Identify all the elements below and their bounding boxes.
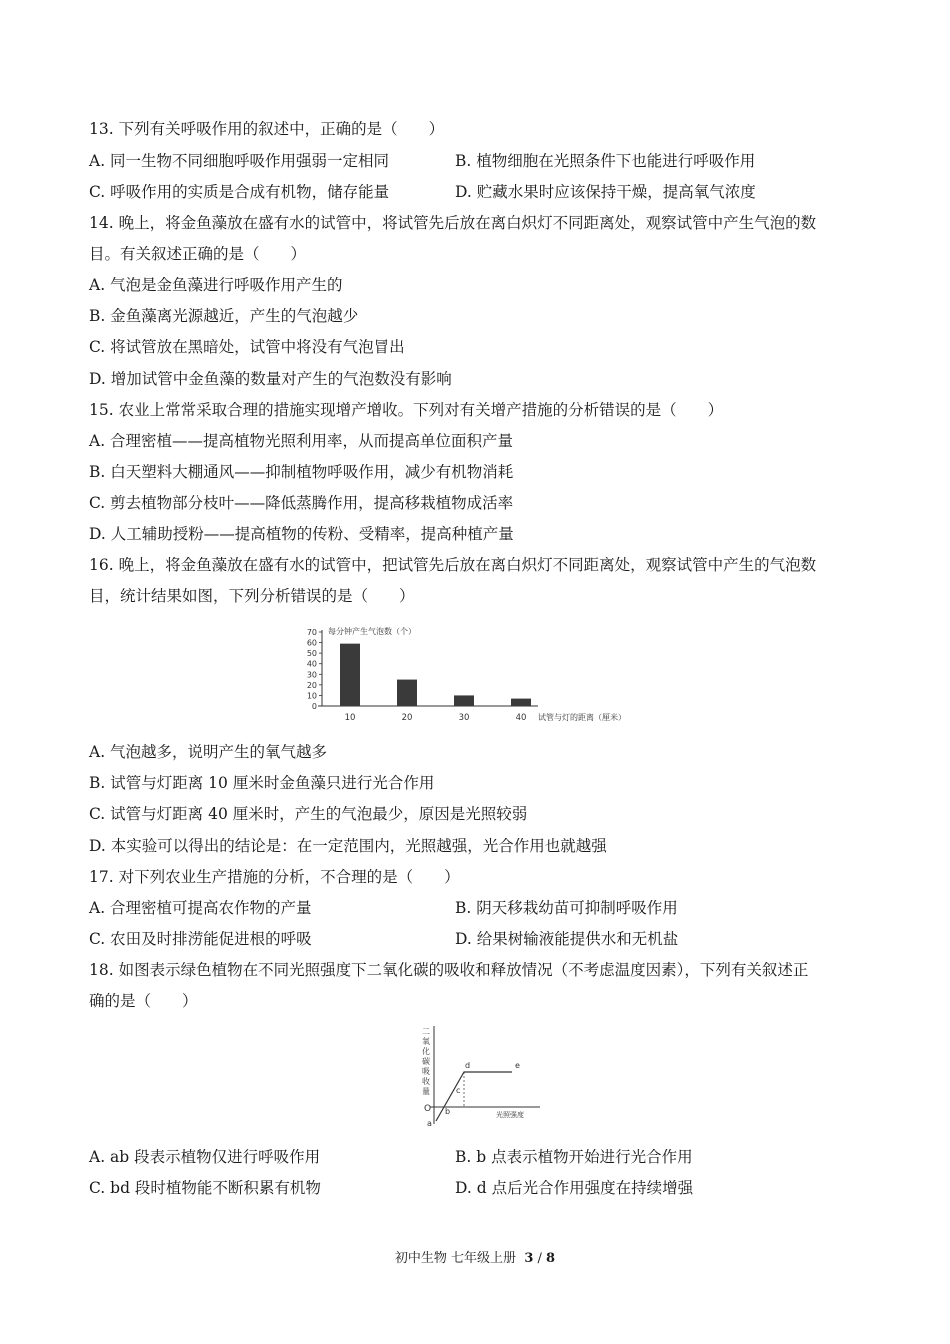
- bar-20: [397, 680, 417, 706]
- bar-y-tick-label: 50: [306, 649, 317, 659]
- co2-y-axis-label: 二氧化碳吸收量: [422, 1027, 430, 1096]
- bar-y-tick-label: 0: [311, 702, 317, 711]
- point-label-b: b: [445, 1107, 451, 1116]
- q16-option-b: B. 试管与灯距离 10 厘米时金鱼藻只进行光合作用: [89, 774, 435, 792]
- q14-option-b: B. 金鱼藻离光源越近，产生的气泡越少: [89, 307, 359, 325]
- footer-page-number: 3: [524, 1251, 534, 1266]
- q14-stem-line1: 14. 晚上，将金鱼藻放在盛有水的试管中，将试管先后放在离白炽灯不同距离处，观察试管中产生气泡的数: [89, 214, 817, 232]
- q14-option-d: D. 增加试管中金鱼藻的数量对产生的气泡数没有影响: [89, 370, 452, 388]
- bar-y-tick-label: 70: [306, 628, 317, 637]
- bar-x-tick-label: 20: [401, 713, 413, 723]
- q15-option-c: C. 剪去植物部分枝叶——降低蒸腾作用，提高移栽植物成活率: [89, 494, 514, 512]
- q16-stem-line2: 目，统计结果如图，下列分析错误的是（ ）: [89, 587, 415, 605]
- footer-subject: 初中生物 七年级上册: [394, 1251, 517, 1266]
- q13-option-b: B. 植物细胞在光照条件下也能进行呼吸作用: [455, 152, 756, 170]
- q18-option-b: B. b 点表示植物开始进行光合作用: [455, 1148, 693, 1166]
- q14-option-a: A. 气泡是金鱼藻进行呼吸作用产生的: [89, 276, 343, 294]
- q18-option-a: A. ab 段表示植物仅进行呼吸作用: [89, 1148, 321, 1166]
- q16-option-c: C. 试管与灯距离 40 厘米时，产生的气泡最少，原因是光照较弱: [89, 805, 528, 823]
- bar-10: [340, 644, 360, 706]
- q15-option-b: B. 白天塑料大棚通风——抑制植物呼吸作用，减少有机物消耗: [89, 463, 514, 481]
- bar-y-tick-label: 60: [306, 638, 317, 648]
- bar-40: [511, 699, 531, 706]
- q16-option-a: A. 气泡越多，说明产生的氧气越多: [89, 743, 328, 761]
- q17-option-a: A. 合理密植可提高农作物的产量: [89, 899, 312, 917]
- q18-option-d: D. d 点后光合作用强度在持续增强: [455, 1179, 694, 1197]
- bubble-count-bar-chart: [298, 624, 658, 728]
- q18-stem-line2: 确的是（ ）: [89, 992, 198, 1010]
- q17-stem: 17. 对下列农业生产措施的分析，不合理的是（ ）: [89, 868, 460, 886]
- page-footer: [0, 1247, 950, 1266]
- q16-stem-line1: 16. 晚上，将金鱼藻放在盛有水的试管中，把试管先后放在离白炽灯不同距离处，观察试管中产生的气泡数: [89, 556, 817, 574]
- point-label-a: a: [427, 1119, 432, 1128]
- q18-option-c: C. bd 段时植物能不断积累有机物: [89, 1179, 321, 1197]
- q18-stem-line1: 18. 如图表示绿色植物在不同光照强度下二氧化碳的吸收和释放情况（不考虑温度因素），下列有关叙述正: [89, 961, 809, 979]
- point-label-d: d: [465, 1061, 471, 1070]
- footer-separator: /: [533, 1251, 547, 1266]
- q13-option-a: A. 同一生物不同细胞呼吸作用强弱一定相同: [89, 152, 390, 170]
- bar-y-tick-label: 10: [306, 691, 317, 701]
- q17-option-d: D. 给果树输液能提供水和无机盐: [455, 930, 679, 948]
- point-label-c: c: [456, 1086, 461, 1095]
- q16-option-d: D. 本实验可以得出的结论是：在一定范围内，光照越强，光合作用也就越强: [89, 837, 607, 855]
- q13-option-d: D. 贮藏水果时应该保持干燥，提高氧气浓度: [455, 183, 756, 201]
- footer-total-pages: 8: [546, 1251, 556, 1266]
- co2-origin-label: O: [424, 1104, 432, 1114]
- q15-option-a: A. 合理密植——提高植物光照利用率，从而提高单位面积产量: [89, 432, 514, 450]
- bar-y-tick-label: 20: [306, 680, 317, 690]
- point-label-e: e: [515, 1061, 520, 1070]
- bar-x-tick-label: 10: [344, 713, 356, 723]
- bar-y-tick-label: 30: [306, 670, 317, 680]
- bar-y-tick-label: 40: [306, 659, 317, 669]
- bar-x-axis-label: 试管与灯的距离（厘米）: [538, 713, 626, 722]
- q14-option-c: C. 将试管放在黑暗处，试管中将没有气泡冒出: [89, 338, 405, 356]
- bar-chart-title: 每分钟产生气泡数（个）: [328, 627, 416, 636]
- q17-option-b: B. 阴天移栽幼苗可抑制呼吸作用: [455, 899, 678, 917]
- co2-x-axis-label: 光照强度: [496, 1111, 524, 1119]
- bar-x-tick-label: 40: [515, 713, 527, 723]
- q14-stem-line2: 目。有关叙述正确的是（ ）: [89, 245, 307, 263]
- q17-option-c: C. 农田及时排涝能促进根的呼吸: [89, 930, 312, 948]
- bar-30: [454, 695, 474, 706]
- q15-stem: 15. 农业上常常采取合理的措施实现增产增收。下列对有关增产措施的分析错误的是（ ）: [89, 401, 724, 419]
- q13-stem: 13. 下列有关呼吸作用的叙述中，正确的是（ ）: [89, 120, 445, 138]
- bar-x-tick-label: 30: [458, 713, 470, 723]
- q15-option-d: D. 人工辅助授粉——提高植物的传粉、受精率，提高种植产量: [89, 525, 514, 543]
- co2-absorption-line-chart: [412, 1022, 542, 1132]
- q13-option-c: C. 呼吸作用的实质是合成有机物，储存能量: [89, 183, 390, 201]
